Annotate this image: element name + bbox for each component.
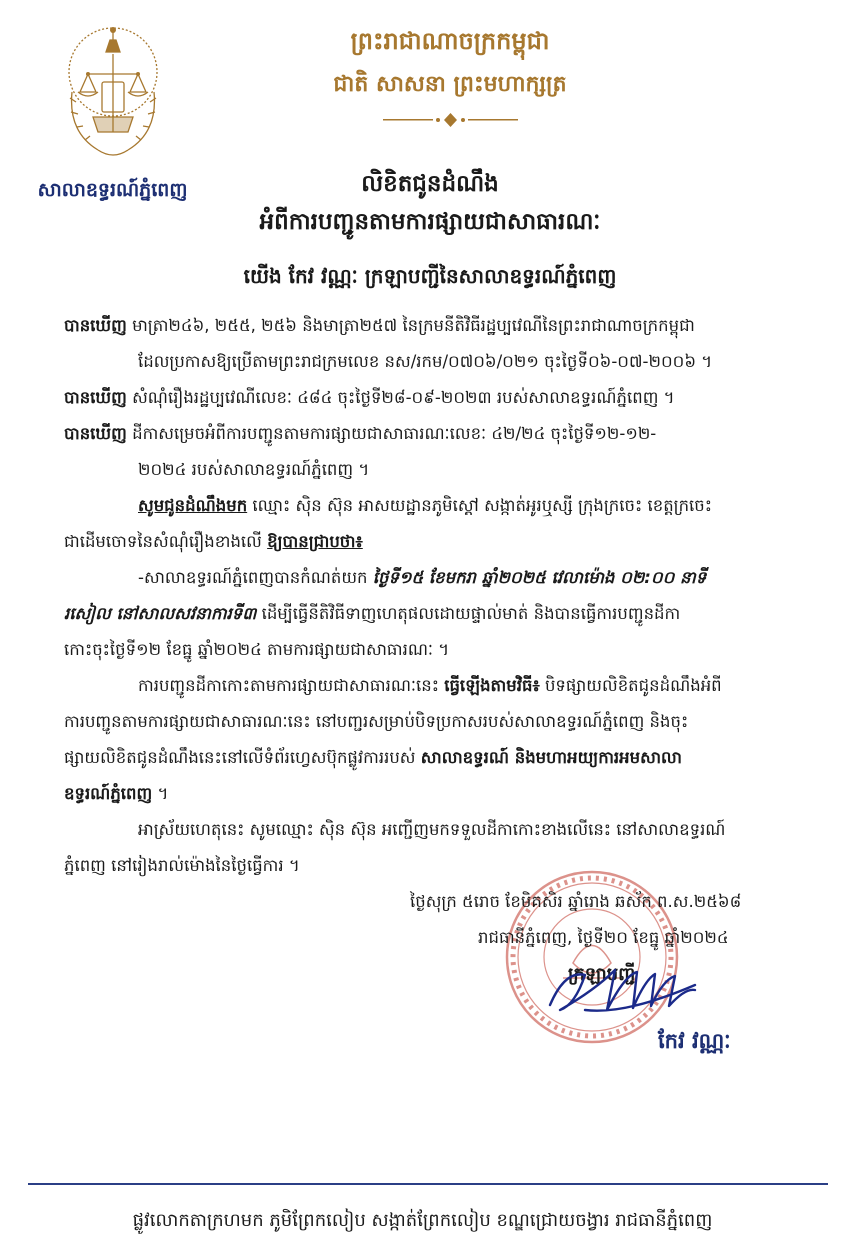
body-line-4 xyxy=(64,423,656,445)
signer-name: កែវ វណ្ណៈ xyxy=(658,1029,731,1053)
body-line-15 xyxy=(138,819,725,841)
body-text: សំណុំរឿងរដ្ឋប្បវេណីលេខៈ ៤៨៤ ចុះថ្ងៃទី២៨-០៩-២០២៣ របស់សាលាឧទ្ធរណ៍ភ្នំពេញ ។ xyxy=(132,388,675,407)
body-line-6 xyxy=(138,495,712,517)
body-text: មាត្រា២៤៦, ២៥៥, ២៥៦ និងមាត្រា២៥៧ នៃក្រមនីតិវិធីរដ្ឋប្បវេណីនៃព្រះរាជាណាចក្រកម្ពុជា xyxy=(132,316,695,335)
body-line-16 xyxy=(64,855,300,877)
national-motto: ជាតិ សាសនា ព្រះមហាក្សត្រ xyxy=(333,72,567,97)
body-line-13 xyxy=(64,747,682,769)
body-line-2 xyxy=(138,351,712,373)
body-line-7 xyxy=(64,531,363,553)
ornament-divider-icon xyxy=(383,112,518,128)
seen-label: បានឃើញ xyxy=(64,316,127,335)
body-text: កោះចុះថ្ងៃទី១២ ខែធ្នូ ឆ្នាំ២០២៤ តាមការផ្សាយជាសាធារណៈ ។ xyxy=(64,640,450,659)
body-text: ដែលប្រកាសឱ្យប្រើតាមព្រះរាជក្រមលេខ នស/រកម/០៧០៦/០២១ ចុះថ្ងៃទី០៦-០៧-២០០៦ ។ xyxy=(138,352,713,371)
body-text: ជាដើមចោទនៃសំណុំរឿងខាងលើ xyxy=(64,532,262,551)
body-emphasis: ឧទ្ធរណ៍ភ្នំពេញ xyxy=(64,784,153,803)
issue-date: រាជធានីភ្នំពេញ, ថ្ងៃទី២០ ខែធ្នូ ឆ្នាំ២០២៤ xyxy=(478,928,729,947)
court-name: សាលាឧទ្ធរណ៍ភ្នំពេញ xyxy=(37,179,188,201)
body-emphasis: ឱ្យបានជ្រាបថា៖ xyxy=(267,532,363,551)
body-line-9 xyxy=(64,603,680,625)
footer-address: ផ្លូវលោកតាក្រហមក ភូមិព្រែកលៀប សង្កាត់ព្រែកលៀប ខណ្ឌជ្រោយចង្វារ រាជធានីភ្នំពេញ xyxy=(132,1210,713,1231)
body-text: ។ xyxy=(157,784,169,803)
body-text: អាស្រ័យហេតុនេះ សូមឈ្មោះ ស៊ិន ស៊ុន អញ្ជើញមកទទួលដីកាកោះខាងលើនេះ នៅសាលាឧទ្ធរណ៍ xyxy=(138,820,726,839)
body-text: ការបញ្ជូនតាមការផ្សាយជាសាធារណៈនេះ នៅបញ្ជរសម្រាប់បិទប្រកាសរបស់សាលាឧទ្ធរណ៍ភ្នំពេញ និងចុះ xyxy=(64,712,689,731)
document-title: លិខិតជូនដំណឹង xyxy=(361,171,499,197)
body-line-12 xyxy=(64,711,688,733)
body-text: ២០២៤ របស់សាលាឧទ្ធរណ៍ភ្នំពេញ ។ xyxy=(138,460,370,479)
body-text: ការបញ្ជូនដីកាកោះតាមការផ្សាយជាសាធារណៈនេះ xyxy=(138,676,439,695)
footer-divider xyxy=(28,1183,828,1185)
body-text: ភ្នំពេញ នៅរៀងរាល់ម៉ោងនៃថ្ងៃធ្វើការ ។ xyxy=(64,856,300,875)
body-emphasis: សាលាឧទ្ធរណ៍ និងមហាអយ្យការអមសាលា xyxy=(420,748,682,767)
lunar-date: ថ្ងៃសុក្រ ៥រោច ខែមិគសិរ ឆ្នាំរោង ឆស័ក ព.ស.២៥៦៨ xyxy=(410,892,742,911)
notice-lead: សូមជូនដំណឹងមក xyxy=(138,496,248,515)
hearing-room: រសៀល នៅសាលសវនាការទី៣ xyxy=(64,604,257,623)
handwritten-signature xyxy=(545,950,705,1040)
signer-role: ក្រឡាបញ្ជី xyxy=(568,964,636,985)
body-text: ដើម្បីធ្វើនីតិវិធីទាញហេតុផលដោយផ្ទាល់មាត់ និងបានធ្វើការបញ្ជូនដីកា xyxy=(261,604,681,623)
body-line-1 xyxy=(64,315,695,337)
body-line-8 xyxy=(138,567,706,589)
court-emblem-icon xyxy=(58,22,168,172)
issuer-line: យើង កែវ វណ្ណៈ ក្រឡាបញ្ជីនៃសាលាឧទ្ធរណ៍ភ្នំពេញ xyxy=(243,264,617,288)
body-line-14 xyxy=(64,783,168,805)
hearing-date: ថ្ងៃទី១៥ ខែមករា ឆ្នាំ២០២៥ វេលាម៉ោង ០២:០០ នាទី xyxy=(372,568,707,587)
kingdom-title: ព្រះរាជាណាចក្រកម្ពុជា xyxy=(350,27,550,55)
body-text: -សាលាឧទ្ធរណ៍ភ្នំពេញបានកំណត់យក xyxy=(138,568,368,587)
body-text: ផ្សាយលិខិតជូនដំណឹងនេះនៅលើទំព័រហ្វេសប៊ុកផ្លូវការរបស់ xyxy=(64,748,416,767)
body-line-5 xyxy=(138,459,369,481)
body-text: បិទផ្សាយលិខិតជូនដំណឹងអំពី xyxy=(544,676,722,695)
body-emphasis: ធ្វើឡើងតាមវិធី៖ xyxy=(444,676,540,695)
body-line-3 xyxy=(64,387,675,409)
body-line-10 xyxy=(64,639,449,661)
body-line-11 xyxy=(138,675,722,697)
seen-label: បានឃើញ xyxy=(64,388,127,407)
body-text: ឈ្មោះ ស៊ិន ស៊ុន អាសយដ្ឋានភូមិស្តៅ សង្កាត់អូរឬស្សី ក្រុងក្រចេះ ខេត្តក្រចេះ xyxy=(252,496,713,515)
body-text: ដីកាសម្រេចអំពីការបញ្ជូនតាមការផ្សាយជាសាធារណៈលេខៈ ៤២/២៤ ចុះថ្ងៃទី១២-១២- xyxy=(132,424,657,443)
seen-label: បានឃើញ xyxy=(64,424,127,443)
document-subtitle: អំពីការបញ្ជូនតាមការផ្សាយជាសាធារណៈ xyxy=(259,209,601,235)
